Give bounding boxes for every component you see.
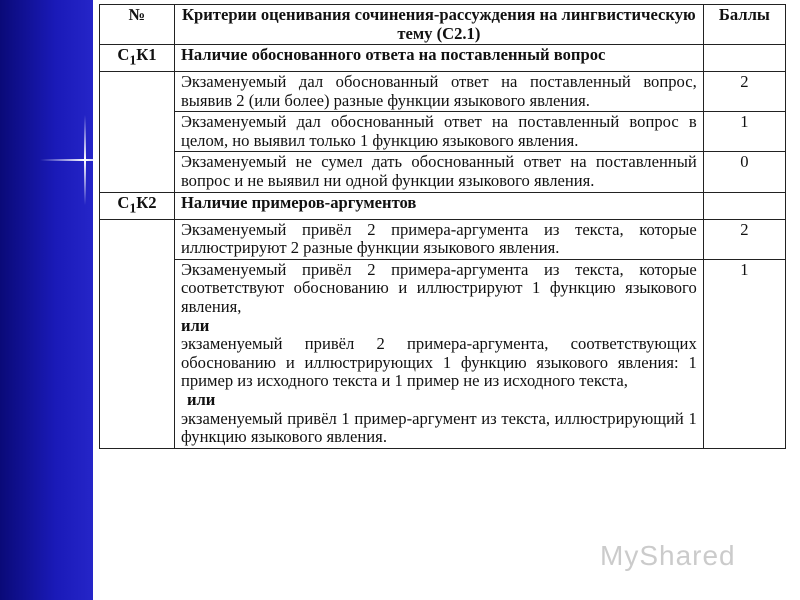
section-score-empty — [703, 45, 785, 72]
section-title-k1: Наличие обоснованного ответа на поставленный вопрос — [174, 45, 703, 72]
section-title-k2: Наличие примеров-аргументов — [174, 192, 703, 219]
header-criteria: Критерии оценивания сочинения-рассуждения на лингвистическую тему (С2.1) — [174, 5, 703, 45]
table-row — [100, 259, 786, 448]
criteria-table — [99, 4, 786, 449]
criterion-text-part: экзаменуемый привёл 2 примера-аргумента, соответствующих обоснованию и иллюстрирующих 1 функцию языкового явления: 1 пример из исходного текста и 1 пример не из исходного текста, — [180, 334, 697, 391]
table-header-row — [100, 5, 786, 45]
section-score-empty — [703, 192, 785, 219]
empty-code-cell — [100, 72, 175, 193]
section-row-k1 — [100, 45, 786, 72]
or-separator: или — [186, 389, 216, 409]
table-row — [100, 72, 786, 112]
table-row — [100, 112, 786, 152]
criterion-text-complex — [174, 259, 703, 448]
left-decorative-band — [0, 0, 93, 600]
criterion-text: Экзаменуемый привёл 2 примера-аргумента из текста, которые иллюстрируют 2 разные функции языкового явления. — [174, 219, 703, 259]
criterion-score: 2 — [703, 219, 785, 259]
criterion-score: 1 — [703, 259, 785, 448]
criterion-text-part: экзаменуемый привёл 1 пример-аргумент из текста, иллюстрирующий 1 функцию языкового явления. — [180, 408, 697, 447]
or-separator: или — [180, 315, 210, 335]
criterion-text-part: Экзаменуемый привёл 2 примера-аргумента из текста, которые соответствуют обоснованию и иллюстрируют 1 функцию языкового явления, — [180, 259, 697, 316]
criterion-score: 2 — [703, 72, 785, 112]
section-row-k2 — [100, 192, 786, 219]
watermark: MyShared — [600, 540, 736, 571]
header-score: Баллы — [703, 5, 785, 45]
criterion-score: 1 — [703, 112, 785, 152]
header-num: № — [100, 5, 175, 45]
empty-code-cell — [100, 219, 175, 448]
criterion-score: 0 — [703, 152, 785, 192]
section-code-k1: $С_1К1$ — [100, 45, 175, 72]
table-row — [100, 152, 786, 192]
criterion-text: Экзаменуемый дал обоснованный ответ на поставленный вопрос в целом, но выявил только 1 функцию языкового явления. — [174, 112, 703, 152]
section-code-k2: $С_1К2$ — [100, 192, 175, 219]
table-row — [100, 219, 786, 259]
criterion-text: Экзаменуемый не сумел дать обоснованный ответ на поставленный вопрос и не выявил ни одной функции языкового явления. — [174, 152, 703, 192]
criterion-text: Экзаменуемый дал обоснованный ответ на поставленный вопрос, выявив 2 (или более) разные функции языкового явления. — [174, 72, 703, 112]
